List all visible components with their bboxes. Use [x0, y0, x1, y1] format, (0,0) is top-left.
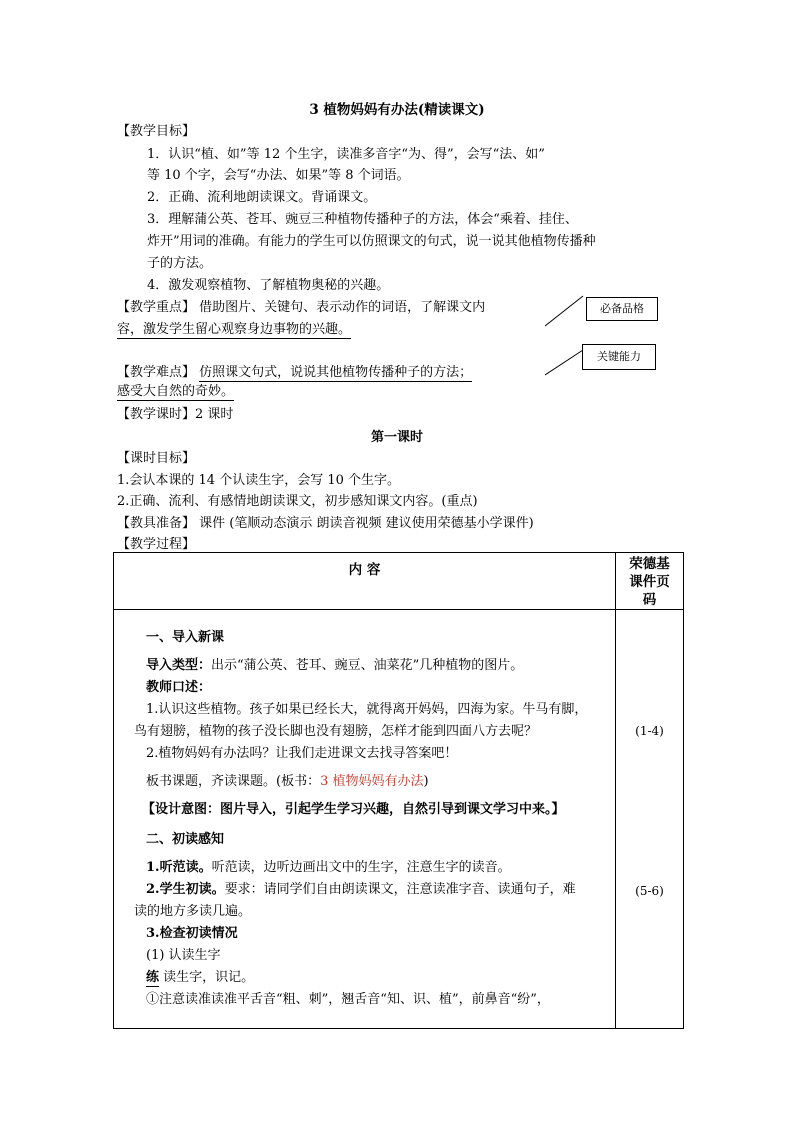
paragraph: 练 读生字，识记。: [146, 970, 255, 985]
key-points-line2: [117, 318, 351, 337]
objective-line: 4．激发观察植物、了解植物奥秘的兴趣。: [147, 278, 390, 293]
tools-label: 【教具准备】: [117, 516, 196, 531]
section-title: 一、导入新课: [146, 630, 225, 645]
difficulties-line1: [117, 361, 472, 380]
objective-line: 等 10 个字，会写“办法、如果”等 8 个词语。: [147, 168, 410, 183]
lesson-objective-line: 1.会认本课的 14 个认读生字，会写 10 个生字。: [117, 473, 401, 488]
page-ref-cell: [616, 610, 684, 1029]
key-points-text: 借助图片、关键句、表示动作的词语，了解课文内: [199, 300, 486, 315]
content-cell: [114, 610, 616, 1029]
intro-type: 导入类型：出示“蒲公英、苍耳、豌豆、油菜花”几种植物的图片。: [146, 658, 524, 673]
document-title: 3 植物妈妈有办法(精读课文): [309, 102, 485, 118]
tag-connector-1: [545, 290, 590, 330]
objective-line: 炸开”用词的准确。有能力的学生可以仿照课文的句式，说一说其他植物传播种: [147, 234, 596, 249]
objective-line: 子的方法。: [147, 256, 213, 271]
paragraph: 2.学生初读。要求：请同学们自由朗读课文，注意读准字音、读通句子，难: [146, 882, 576, 897]
paragraph: 读的地方多读几遍。: [134, 904, 252, 919]
paragraph: 1.听范读。听范读，边听边画出文中的生字，注意生字的读音。: [146, 860, 511, 875]
header-page-code: 荣德基 课件页 码: [616, 553, 684, 610]
key-points-label: 【教学重点】: [117, 300, 196, 315]
lesson-title: 第一课时: [370, 430, 423, 445]
paragraph: 2.植物妈妈有办法吗？让我们走进课文去找寻答案吧！: [146, 746, 458, 761]
paragraph: (1) 认读生字: [146, 948, 221, 963]
header-content: 内 容: [114, 553, 616, 610]
subsection-title: 3.检查初读情况: [146, 926, 238, 941]
design-intent: 【设计意图：图片导入，引起学生学习兴趣，自然引导到课文学习中来。】: [142, 802, 565, 817]
tag-essential-character: 必备品格: [586, 297, 658, 321]
tools-text: 课件 (笔顺动态演示 朗读音视频 建议使用荣德基小学课件): [199, 516, 534, 531]
difficulties-text2: 感受大自然的奇妙。: [117, 384, 235, 399]
process-heading: 【教学过程】: [117, 537, 196, 552]
page-ref: (5-6): [635, 884, 664, 898]
objective-line: 2．正确、流利地朗读课文。背诵课文。: [147, 190, 377, 205]
page-ref: (1-4): [635, 724, 664, 738]
objective-line: 3．理解蒲公英、苍耳、豌豆三种植物传播种子的方法，体会“乘着、挂住、: [147, 212, 578, 227]
objective-line: 1．认识“植、如”等 12 个生字，读准多音字“为、得”，会写“法、如”: [147, 147, 545, 162]
difficulties-text: 仿照课文句式，说说其他植物传播种子的方法；: [199, 365, 473, 380]
difficulties-line2: [117, 380, 234, 399]
teacher-label: 教师口述：: [146, 680, 212, 695]
difficulties-label: 【教学难点】: [117, 365, 196, 380]
lesson-objectives-heading: 【课时目标】: [117, 451, 196, 466]
paragraph: ①注意读准读准平舌音“粗、刺”，翘舌音“知、识、植”，前鼻音“纷”，: [146, 992, 550, 1007]
process-table: [113, 552, 684, 1029]
tools-line: [117, 512, 534, 531]
lesson-objective-line: 2.正确、流利、有感情地朗读课文，初步感知课文内容。(重点): [117, 494, 478, 509]
paragraph: 1.认识这些植物。孩子如果已经长大，就得离开妈妈，四海为家。牛马有脚，: [146, 702, 588, 717]
teaching-hours: 【教学课时】2 课时: [117, 407, 234, 422]
board-writing: 板书课题，齐读课题。(板书：3 植物妈妈有办法): [146, 774, 429, 789]
paragraph: 鸟有翅膀，植物的孩子没长脚也没有翅膀，怎样才能到四面八方去呢？: [134, 724, 538, 739]
table-body-row: [114, 610, 684, 1029]
tag-key-ability: 关键能力: [582, 344, 656, 370]
section-title: 二、初读感知: [146, 832, 225, 847]
key-points-text2: 容，激发学生留心观察身边事物的兴趣。: [117, 322, 352, 337]
key-points-line1: [117, 296, 485, 315]
objectives-heading: 【教学目标】: [117, 124, 196, 139]
table-header-row: [114, 553, 684, 610]
